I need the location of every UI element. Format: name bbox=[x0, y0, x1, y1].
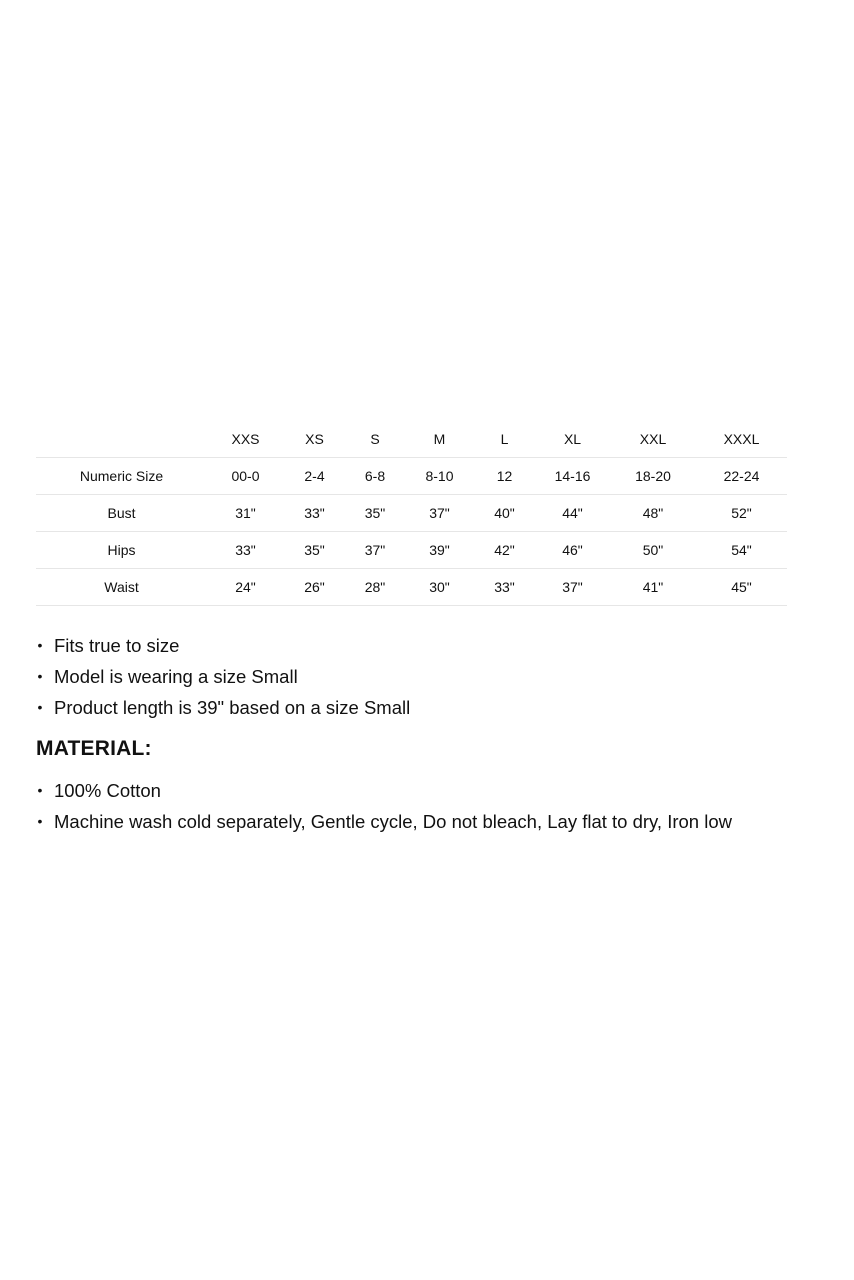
row-label: Bust bbox=[36, 495, 207, 532]
table-cell: 33" bbox=[474, 569, 535, 606]
table-cell: 48" bbox=[610, 495, 696, 532]
table-cell: 52" bbox=[696, 495, 787, 532]
table-cell: 44" bbox=[535, 495, 610, 532]
header-cell-l: L bbox=[474, 420, 535, 458]
fit-notes-list bbox=[36, 630, 826, 723]
header-cell-xxs: XXS bbox=[207, 420, 284, 458]
bullet-icon: • bbox=[37, 637, 43, 653]
material-text: 100% Cotton bbox=[54, 780, 161, 801]
table-cell: 33" bbox=[284, 495, 345, 532]
table-cell: 30" bbox=[405, 569, 474, 606]
material-text: Machine wash cold separately, Gentle cycle, Do not bleach, Lay flat to dry, Iron low bbox=[54, 811, 732, 832]
table-cell: 35" bbox=[345, 495, 405, 532]
table-cell: 33" bbox=[207, 532, 284, 569]
list-item bbox=[36, 661, 826, 692]
table-cell: 31" bbox=[207, 495, 284, 532]
header-cell-s: S bbox=[345, 420, 405, 458]
row-label: Hips bbox=[36, 532, 207, 569]
table-cell: 28" bbox=[345, 569, 405, 606]
table-cell: 46" bbox=[535, 532, 610, 569]
bullet-icon: • bbox=[37, 782, 43, 798]
material-heading: MATERIAL: bbox=[36, 737, 152, 760]
list-item bbox=[36, 630, 826, 661]
table-cell: 50" bbox=[610, 532, 696, 569]
bullet-icon: • bbox=[37, 813, 43, 829]
table-cell: 37" bbox=[535, 569, 610, 606]
table-cell: 35" bbox=[284, 532, 345, 569]
fit-note-text: Fits true to size bbox=[54, 635, 180, 656]
table-cell: 22-24 bbox=[696, 458, 787, 495]
table-cell: 6-8 bbox=[345, 458, 405, 495]
size-chart-header bbox=[36, 420, 787, 458]
header-cell-m: M bbox=[405, 420, 474, 458]
table-cell: 39" bbox=[405, 532, 474, 569]
header-cell-xl: XL bbox=[535, 420, 610, 458]
table-cell: 45" bbox=[696, 569, 787, 606]
list-item bbox=[36, 775, 826, 806]
table-row-bust bbox=[36, 495, 787, 532]
table-cell: 8-10 bbox=[405, 458, 474, 495]
table-cell: 41" bbox=[610, 569, 696, 606]
table-cell: 00-0 bbox=[207, 458, 284, 495]
list-item bbox=[36, 692, 826, 723]
row-label: Numeric Size bbox=[36, 458, 207, 495]
fit-note-text: Product length is 39" based on a size Small bbox=[54, 697, 411, 718]
table-cell: 54" bbox=[696, 532, 787, 569]
list-item bbox=[36, 806, 826, 837]
header-cell-xxl: XXL bbox=[610, 420, 696, 458]
table-cell: 42" bbox=[474, 532, 535, 569]
product-details bbox=[36, 630, 826, 837]
table-cell: 24" bbox=[207, 569, 284, 606]
table-cell: 26" bbox=[284, 569, 345, 606]
table-cell: 2-4 bbox=[284, 458, 345, 495]
header-cell-xs: XS bbox=[284, 420, 345, 458]
bullet-icon: • bbox=[37, 668, 43, 684]
table-cell: 14-16 bbox=[535, 458, 610, 495]
bullet-icon: • bbox=[37, 699, 43, 715]
table-cell: 37" bbox=[405, 495, 474, 532]
table-cell: 40" bbox=[474, 495, 535, 532]
header-row bbox=[36, 420, 787, 458]
table-cell: 37" bbox=[345, 532, 405, 569]
size-chart-table bbox=[36, 420, 787, 606]
fit-note-text: Model is wearing a size Small bbox=[54, 666, 298, 687]
table-cell: 18-20 bbox=[610, 458, 696, 495]
size-chart-body bbox=[36, 458, 787, 606]
row-label: Waist bbox=[36, 569, 207, 606]
table-row-hips bbox=[36, 532, 787, 569]
table-cell: 12 bbox=[474, 458, 535, 495]
table-row-waist bbox=[36, 569, 787, 606]
header-cell-xxxl: XXXL bbox=[696, 420, 787, 458]
header-cell-blank bbox=[36, 420, 207, 458]
material-list bbox=[36, 775, 826, 837]
table-row-numeric-size bbox=[36, 458, 787, 495]
